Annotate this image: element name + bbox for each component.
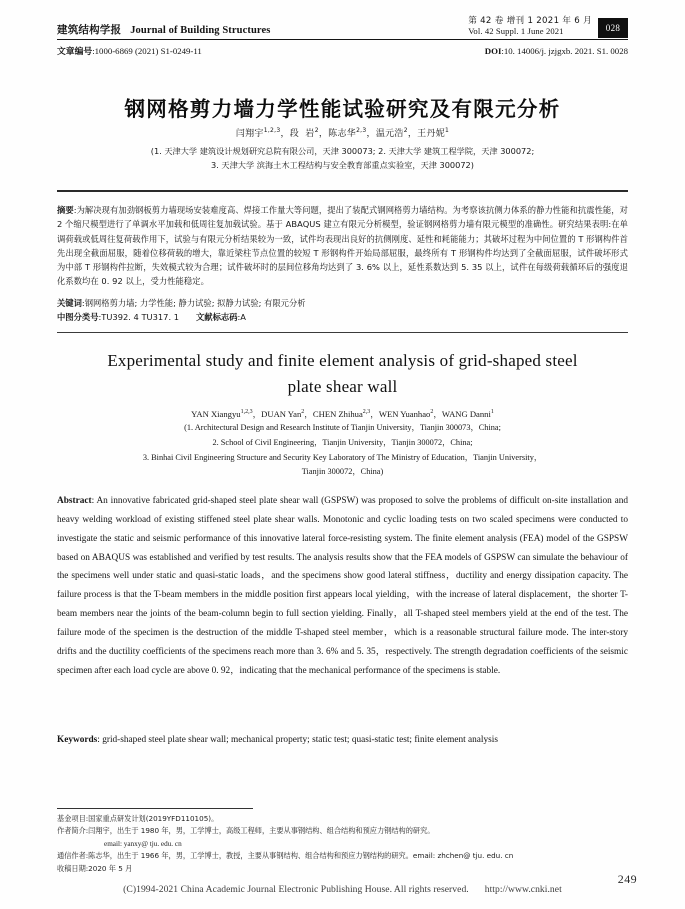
received-date-label: 收稿日期 <box>57 863 86 873</box>
fund-project-label: 基金项目 <box>57 814 86 823</box>
article-number-label: 文章编号 <box>57 47 93 57</box>
keywords-english-text: : grid-shaped steel plate shear wall; mechanical property; static test; quasi-static test; finite element analysis <box>97 735 498 745</box>
divider-above-abstract <box>57 190 628 192</box>
affiliation-english-line-2: 2. School of Civil Engineering，Tianjin University，Tianjin 300072，China; <box>212 437 473 447</box>
classification-row <box>57 310 628 324</box>
copyright-text: (C)1994-2021 China Academic Journal Electronic Publishing House. All rights reserved. <box>123 884 469 895</box>
volume-block <box>468 17 592 37</box>
keywords-chinese-text: :钢网格剪力墙; 力学性能; 静力试验; 拟静力试验; 有限元分析 <box>81 298 306 308</box>
affiliations-english <box>45 421 640 480</box>
volume-info-group <box>468 17 628 38</box>
fund-project-row <box>57 813 628 825</box>
copyright-footer <box>0 884 685 895</box>
authors-english: YAN Xiangyu$^{1,2,3}$，DUAN Yan$^2$，CHEN Zhihua$^{2,3}$，WEN Yuanhao$^2$，WANG Danni$^1$ <box>191 409 494 419</box>
abstract-english-label: Abstract <box>57 496 92 506</box>
author-bio-text: :闫翔宇，出生于 1980 年，男，工学博士，高级工程师，主要从事钢结构、组合结构和预应力钢结构的研究。 <box>85 826 435 836</box>
keywords-chinese-label: 关键词 <box>57 298 82 308</box>
received-date-text: :2020 年 5 月 <box>85 863 133 873</box>
clc-label: 中图分类号 <box>57 312 99 323</box>
doccode-group <box>196 312 246 322</box>
abstract-chinese-label: 摘要 <box>57 205 74 215</box>
page-title-english: Experimental study and finite element analysis of grid-shaped steel plate shear wall <box>107 351 578 396</box>
keywords-english-label: Keywords <box>57 735 98 745</box>
abstract-english-text: : An innovative fabricated grid-shaped steel plate shear wall (GSPSW) was proposed to solve the problems of difficult on-site installation and heavy welding workload of existing stiffened steel plate shear walls. Monotonic and cyclic loading tests on two scaled specimens were conducted to investigate the static and seismic performance of this innovative lateral force-resisting system. The finite element analysis (FEA) model of the GSPSW based on ABAQUS was established and verified by test results. The analysis results show that the FEA models of GSPSW can simulate the behaviour of the specimens well under static and quasi-static loads，and the specimens show good lateral stiffness，ductility and energy dissipation capacity. The failure process is that the T-beam members in the middle position first appears local yielding，with the increase of lateral displacement，the shorter T-beam members near the joints of the beam-column begin to full section yielding. Finally，all T-shaped steel members yield at the end of the test. The failure mode of the specimen is the destruction of the middle T-shaped steel member，which is a reasonable structural failure mode. The inter-story drifts and the ductility coefficients of the specimens reach more than 3. 6% and 5. 35，respectively. The strength degradation coefficients of the seismic specimen after each load cycle are above 0. 92，indicating that the mechanical performance of the specimens is stable. <box>57 496 628 676</box>
journal-title-chinese: 建筑结构学报 <box>57 24 122 36</box>
footnote-divider <box>57 808 253 809</box>
corresponding-author-label: 通信作者 <box>57 851 86 861</box>
keywords-english <box>57 731 628 750</box>
affiliation-chinese-line-1: (1. 天津大学 建筑设计规划研究总院有限公司，天津 300073; 2. 天津大学 建筑工程学院，天津 300072; <box>150 146 535 156</box>
doccode-value: :A <box>237 312 246 323</box>
journal-name-group <box>57 22 270 38</box>
doccode-label: 文献标志码 <box>196 312 238 323</box>
masthead <box>57 10 628 57</box>
abstract-chinese-text: :为解决现有加劲钢板剪力墙现场安装难度高、焊接工作量大等问题，提出了装配式钢网格剪力墙结构。为考察该抗侧力体系的静力性能和抗震性能，对 2 个缩尺模型进行了单调水平加载和低周往复加载试验。基于 ABAQUS 建立有限元分析模型，验证钢网格剪力墙有限元模型的准确性。研究结果表明:在单调荷载或低周往复荷载作用下，试验与有限元分析结果较为一致，试件均表现出良好的抗侧刚度、延性和耗能能力；其破坏过程为中间位置的 T 形钢构件首先出现全截面屈服，随着位移荷载的增大，靠近梁柱节点位置的较短 T 形钢构件开始局部屈服，最终所有 T 形钢构件均达到了全截面屈服，试件破坏形式为中部 T 形钢构件拉断，失效模式较为合理；试件破坏时的层间位移角均达到了 3. 6% 以上，延性系数达到 5. 35 以上，试件在每级荷载循环后的强度退化系数均在 0. 92 以上，受力性能稳定。 <box>57 205 628 287</box>
doi <box>485 46 628 56</box>
abstract-chinese <box>57 203 628 289</box>
volume-english: Vol. 42 Suppl. 1 June 2021 <box>468 26 564 37</box>
metadata-chinese <box>57 296 628 325</box>
fund-project-text: :国家重点研发计划(2019YFD110105)。 <box>85 814 219 823</box>
abstract-english <box>57 492 628 681</box>
masthead-row <box>57 10 628 40</box>
article-number <box>57 44 202 57</box>
footnotes <box>57 813 628 875</box>
cnki-url[interactable]: http://www.cnki.net <box>484 884 562 895</box>
clc-group <box>57 312 179 322</box>
journal-title-english: Journal of Building Structures <box>130 25 271 36</box>
author-bio-row <box>57 825 628 837</box>
page-number: 249 <box>617 872 637 886</box>
corresponding-author-row <box>57 850 628 862</box>
affiliations-chinese <box>57 145 628 172</box>
affiliation-chinese-line-2: 3. 天津大学 滨海土木工程结构与安全教育部重点实验室，天津 300072) <box>211 159 474 170</box>
received-date-row <box>57 863 628 875</box>
author-email: email: yanxy@ tju. edu. cn <box>104 839 182 848</box>
divider-below-abstract <box>57 332 628 333</box>
affiliation-english-line-3: 3. Binhai Civil Engineering Structure and Security Key Laboratory of The Ministry of Education，Tianjin University， <box>142 452 543 462</box>
author-bio-label: 作者简介 <box>57 826 86 836</box>
authors-chinese: 闫翔宇$^{1,2,3}$，段 岩$^2$，陈志华$^{2,3}$，温元浩$^2$，王丹妮$^1$ <box>235 127 450 139</box>
clc-value: :TU392. 4 TU317. 1 <box>98 312 179 323</box>
page-title-chinese: 钢网格剪力墙力学性能试验研究及有限元分析 <box>124 97 561 121</box>
doi-label: DOI <box>484 46 502 56</box>
affiliation-english-line-1: (1. Architectural Design and Research Institute of Tianjin University，Tianjin 300073，China; <box>184 423 501 432</box>
corresponding-author-text: :陈志华，出生于 1966 年，男，工学博士，教授，主要从事钢结构、组合结构和预应力钢结构的研究。email: zhchen@ tju. edu. cn <box>85 851 514 861</box>
doi-value: :10. 14006/j. jzjgxb. 2021. S1. 0028 <box>501 46 628 56</box>
identifier-line <box>57 44 628 57</box>
article-sequence-badge: 028 <box>598 18 628 38</box>
volume-chinese: 第 42 卷 增刊 1 2021 年 6 月 <box>468 16 592 27</box>
keywords-chinese-row <box>57 296 628 310</box>
article-number-value: :1000-6869 (2021) S1-0249-11 <box>92 46 202 56</box>
affiliation-english-line-4: Tianjin 300072，China) <box>301 467 384 477</box>
